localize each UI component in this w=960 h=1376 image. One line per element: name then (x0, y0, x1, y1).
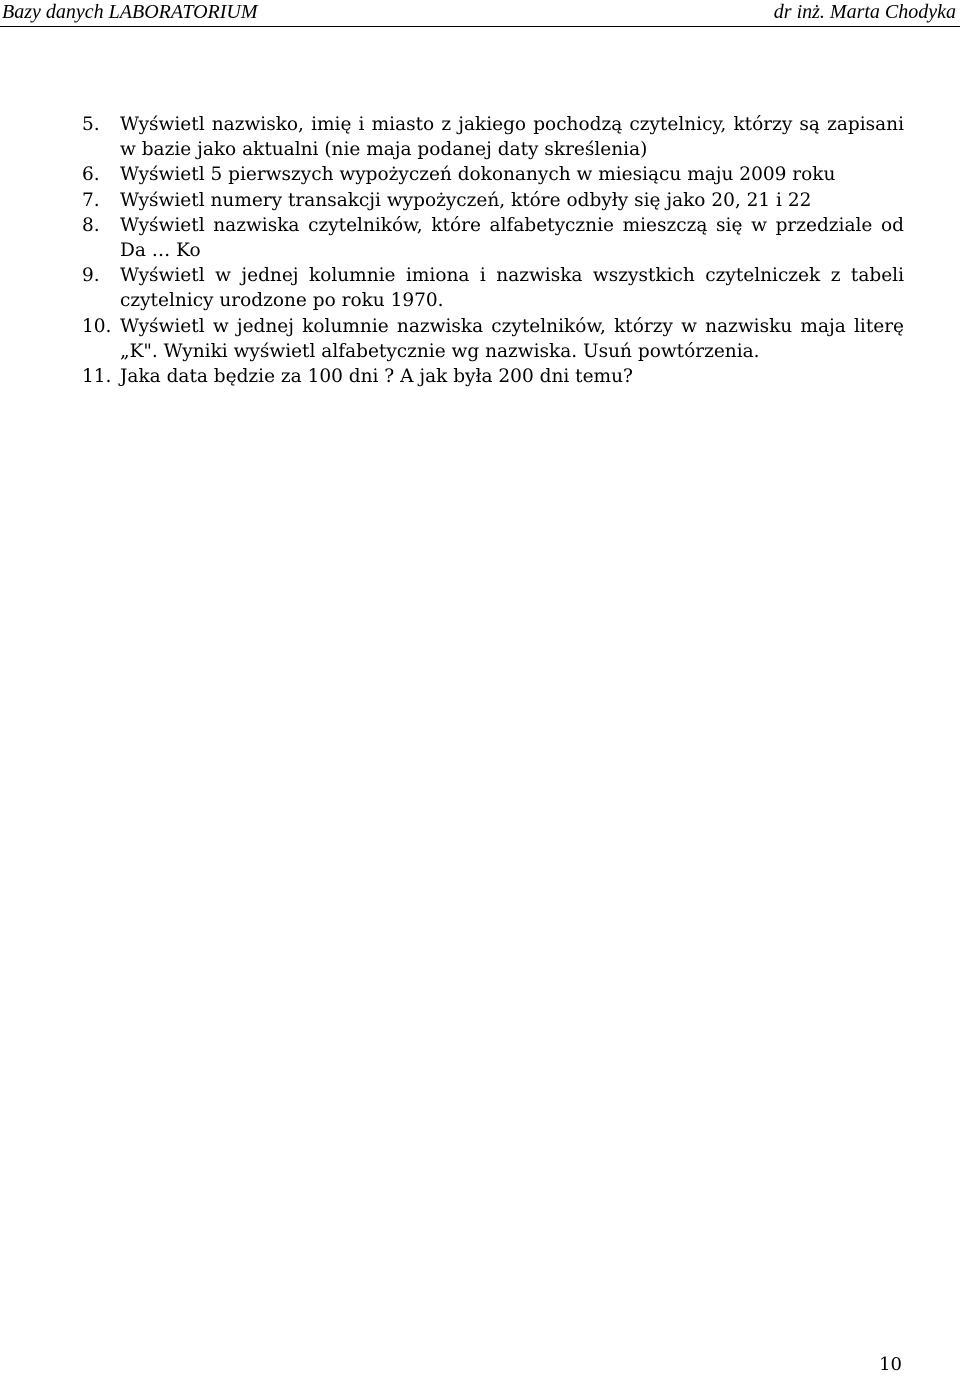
page-header (0, 0, 960, 27)
task-number: 8. (82, 214, 100, 236)
task-number: 7. (82, 189, 100, 211)
header-course-title: Bazy danych LABORATORIUM (2, 1, 258, 23)
task-text: Wyświetl numery transakcji wypożyczeń, które odbyły się jako 20, 21 i 22 (120, 189, 812, 211)
task-text: Wyświetl nazwisko, imię i miasto z jakiego pochodzą czytelnicy, którzy są zapisani w bazie jako aktualni (nie maja podanej daty skreślenia) (120, 114, 904, 161)
task-number: 6. (82, 164, 100, 186)
task-number: 5. (82, 114, 100, 135)
task-item-7 (82, 188, 904, 213)
task-item-8 (82, 213, 904, 263)
task-text: Wyświetl w jednej kolumnie nazwiska czytelników, którzy w nazwisku maja literę „K". Wyniki wyświetl alfabetycznie wg nazwiska. Usuń powtórzenia. (120, 315, 904, 362)
task-item-10 (82, 314, 904, 364)
task-text: Wyświetl nazwiska czytelników, które alfabetycznie mieszczą się w przedziale od Da … Ko (120, 214, 904, 262)
task-item-9 (82, 263, 904, 313)
task-list (82, 112, 904, 389)
task-number: 11. (82, 366, 112, 388)
task-item-11 (82, 364, 904, 389)
task-text: Wyświetl w jednej kolumnie imiona i nazwiska wszystkich czytelniczek z tabeli czytelnicy urodzone po roku 1970. (120, 265, 904, 312)
task-text: Jaka data będzie za 100 dni ? A jak była 200 dni temu? (120, 366, 633, 388)
task-item-6 (82, 162, 904, 187)
header-author: dr inż. Marta Chodyka (773, 1, 956, 23)
task-text: Wyświetl 5 pierwszych wypożyczeń dokonanych w miesiącu maju 2009 roku (120, 164, 836, 186)
page-number: 10 (879, 1354, 902, 1375)
task-number: 9. (82, 265, 100, 287)
task-number: 10. (82, 315, 112, 337)
task-item-5 (82, 112, 904, 162)
